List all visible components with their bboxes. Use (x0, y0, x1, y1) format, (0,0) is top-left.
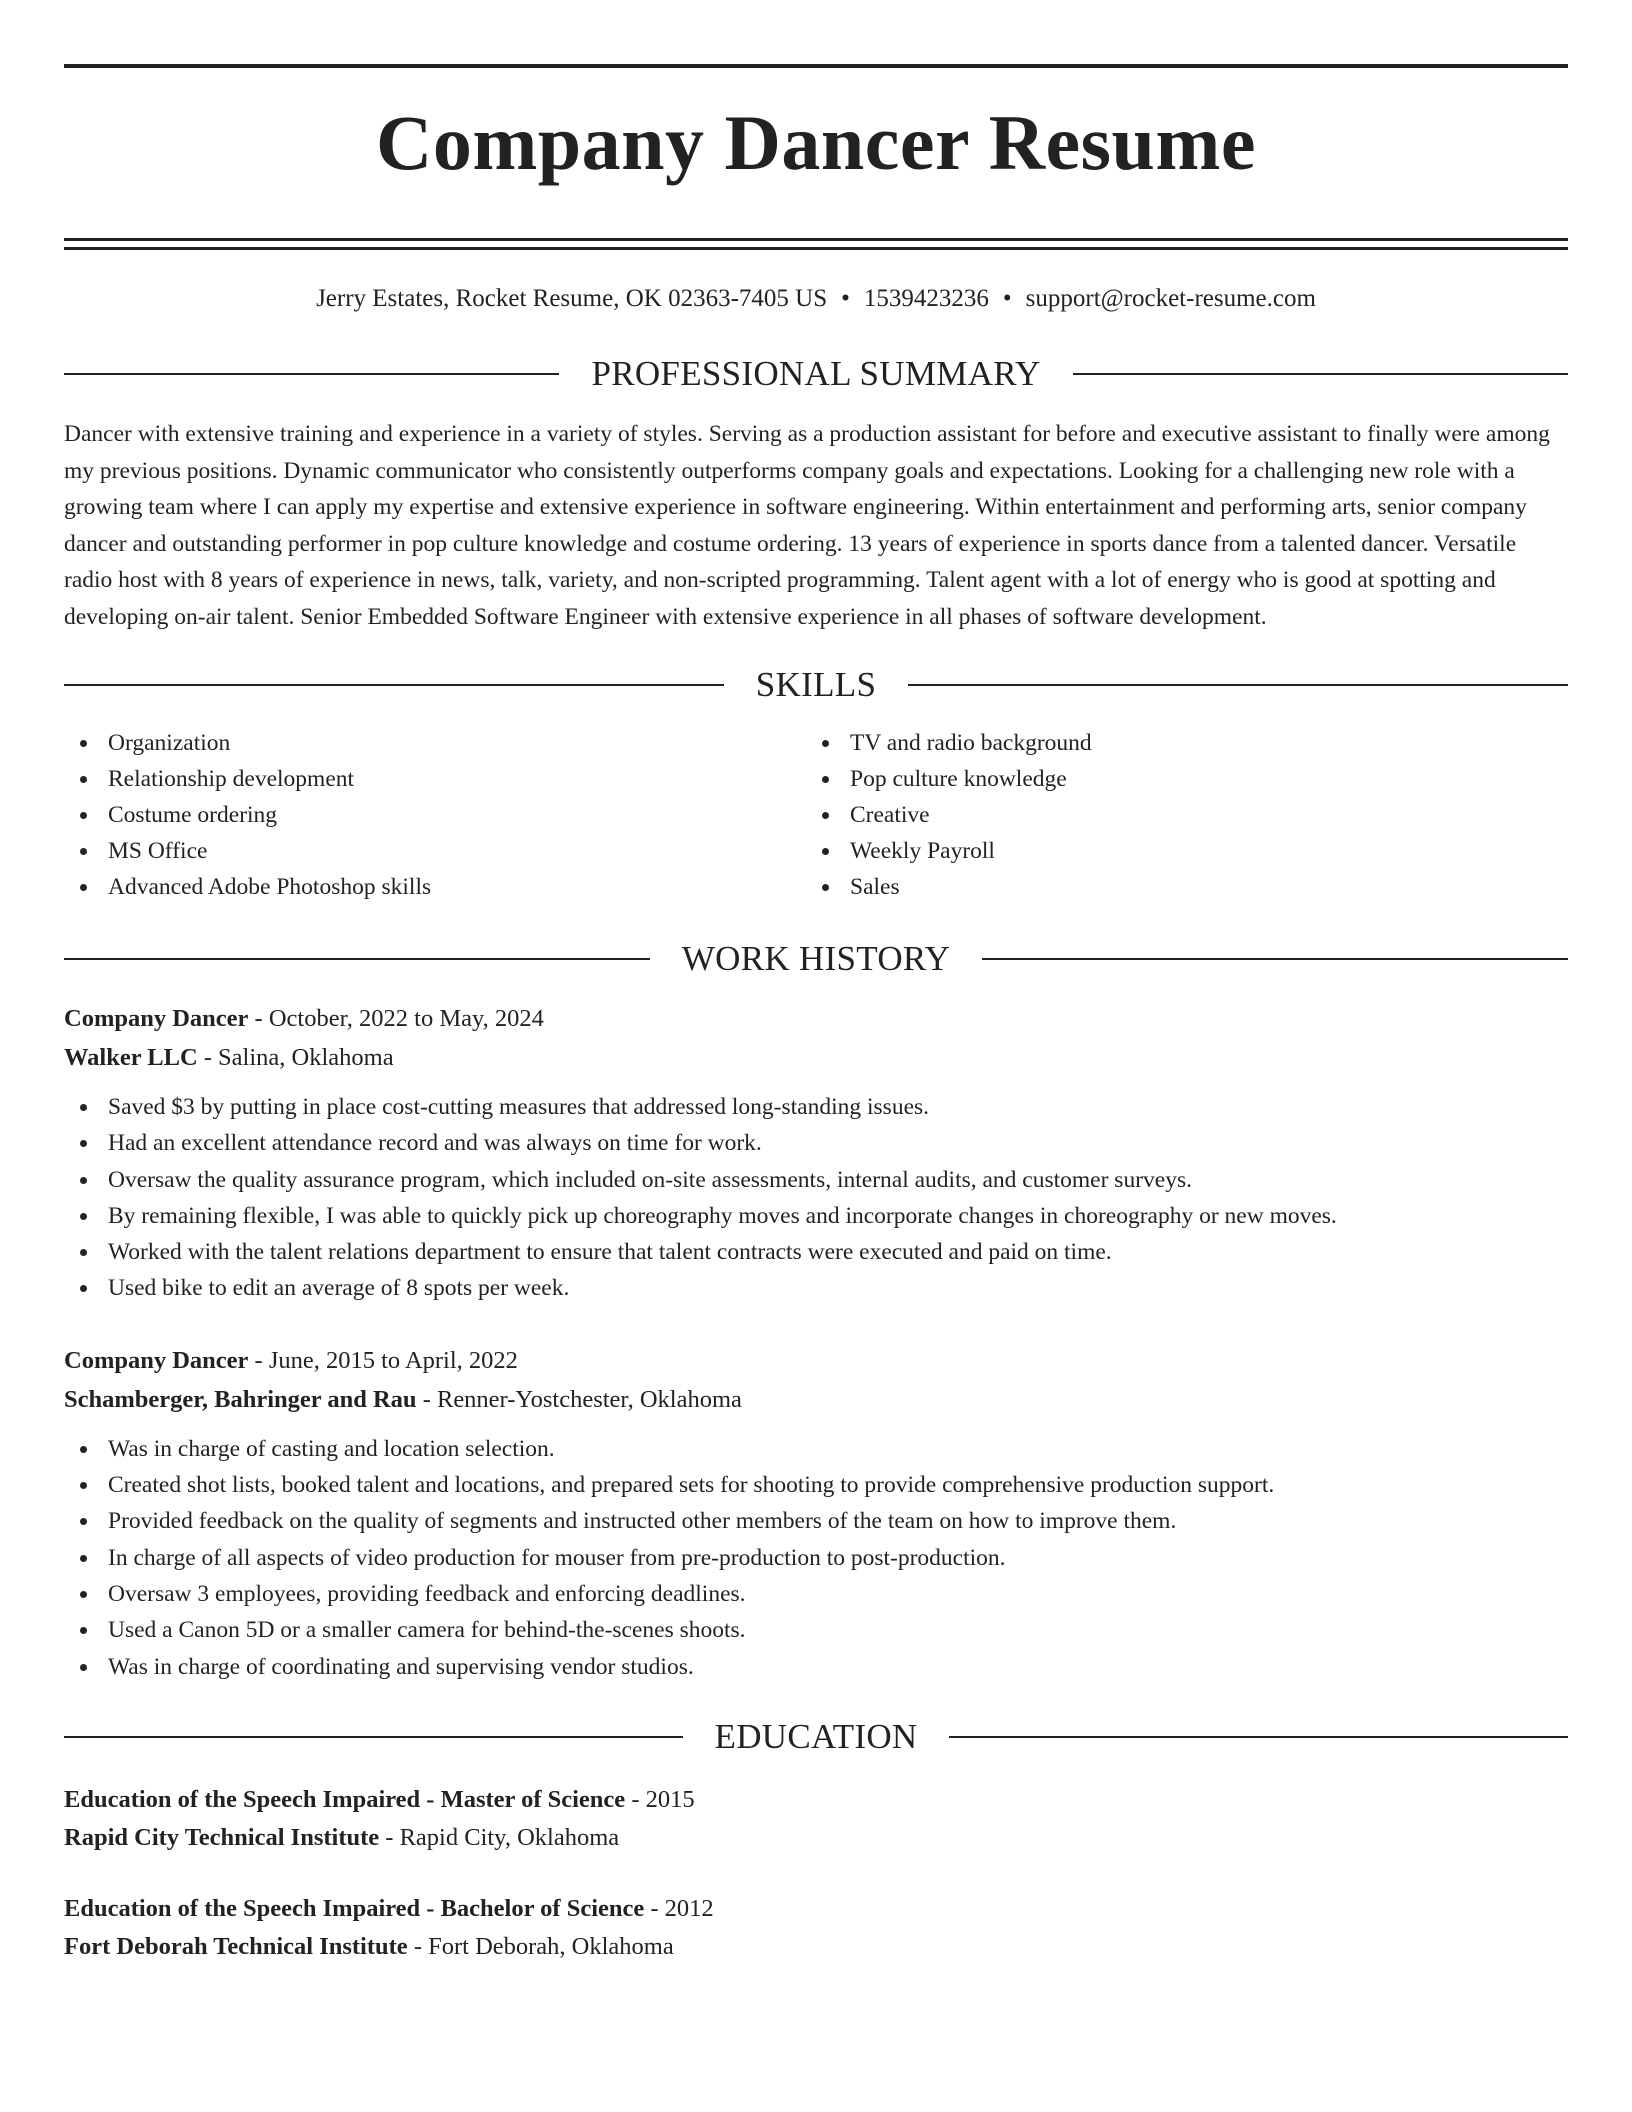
job-title: Company Dancer (64, 1346, 249, 1374)
summary-heading (64, 354, 1568, 394)
resume-title: Company Dancer Resume (375, 99, 1256, 186)
education-school-line (64, 1819, 1568, 1858)
education-location: - Fort Deborah, Oklahoma (413, 1933, 674, 1961)
job-title: Company Dancer (64, 1005, 249, 1032)
skill-item: TV and radio background (806, 725, 1548, 761)
contact-line (64, 284, 1568, 314)
heading-rule (908, 684, 1568, 686)
heading-rule (949, 1736, 1568, 1738)
job-bullet: Oversaw the quality assurance program, which included on-site assessments, internal audits, and customer surveys. (64, 1162, 1568, 1198)
summary-text: Dancer with extensive training and experience in a variety of styles. Serving as a production assistant for before and executive assistant to finally were among my previous positions. Dynamic communicator who consistently outperforms company goals and expectations. Looking for a challenging new role with a growing team where I can apply my expertise and extensive experience in software engineering. Within entertainment and performing arts, senior company dancer and outstanding performer in pop culture knowledge and costume ordering. 13 years of experience in sports dance from a talented dancer. Versatile radio host with 8 years of experience in news, talk, variety, and non-scripted programming. Talent agent with a lot of energy who is good at spotting and developing on-air talent. Senior Embedded Software Engineer with extensive experience in all phases of software development. (64, 421, 1550, 630)
education-year: - 2015 (631, 1785, 695, 1813)
job-company-line (64, 1380, 1568, 1419)
education-school-line (64, 1928, 1568, 1967)
job-bullet: Oversaw 3 employees, providing feedback and enforcing deadlines. (64, 1576, 1568, 1612)
skill-item: Relationship development (64, 761, 806, 797)
work-heading-label: WORK HISTORY (681, 939, 951, 978)
contact-separator: • (841, 285, 850, 312)
job-bullet: By remaining flexible, I was able to quickly pick up choreography moves and incorporate changes in choreography or new moves. (64, 1198, 1568, 1234)
skill-item: MS Office (64, 833, 806, 869)
education-degree-line (64, 1781, 1568, 1820)
skill-item: Costume ordering (64, 797, 806, 833)
skill-item: Weekly Payroll (806, 833, 1548, 869)
contact-email: support@rocket-resume.com (1025, 285, 1316, 312)
job-title-line (64, 1341, 1568, 1380)
education-heading-label: EDUCATION (714, 1716, 918, 1756)
job-bullets (64, 1431, 1568, 1685)
skills-heading-label: SKILLS (755, 665, 877, 704)
education-entry (64, 1781, 1568, 1858)
heading-rule (64, 684, 724, 686)
work-heading (64, 939, 1568, 979)
job-bullet: Had an excellent attendance record and was always on time for work. (64, 1125, 1568, 1161)
heading-rule (64, 958, 650, 960)
skill-item: Organization (64, 725, 806, 761)
job-company: Schamberger, Bahringer and Rau (64, 1385, 417, 1413)
job-bullet: Provided feedback on the quality of segments and instructed other members of the team on how to improve them. (64, 1503, 1568, 1539)
skill-item: Sales (806, 869, 1548, 905)
job-bullet: Worked with the talent relations department to ensure that talent contracts were executed and paid on time. (64, 1234, 1568, 1270)
job-bullet: Used bike to edit an average of 8 spots per week. (64, 1270, 1568, 1306)
education-heading (64, 1717, 1568, 1757)
resume-page (64, 64, 1568, 1967)
education-degree: Education of the Speech Impaired - Bachelor of Science (64, 1894, 645, 1922)
skills-list (64, 725, 1568, 905)
skills-column-right (806, 725, 1548, 905)
job-bullet: Was in charge of casting and location selection. (64, 1431, 1568, 1467)
job-bullets (64, 1089, 1568, 1307)
contact-phone: 1539423236 (863, 285, 989, 312)
job-bullet: In charge of all aspects of video production for mouser from pre-production to post-production. (64, 1540, 1568, 1576)
skills-heading (64, 665, 1568, 705)
job-title-line (64, 999, 1568, 1038)
job-company: Walker LLC (64, 1044, 198, 1071)
title-double-rule (64, 238, 1568, 250)
top-rule (64, 64, 1568, 68)
job-bullet: Used a Canon 5D or a smaller camera for behind-the-scenes shoots. (64, 1612, 1568, 1648)
summary-heading-label: PROFESSIONAL SUMMARY (591, 354, 1041, 393)
job-entry (64, 1341, 1568, 1685)
skill-item: Advanced Adobe Photoshop skills (64, 869, 806, 905)
job-bullet: Was in charge of coordinating and supervising vendor studios. (64, 1649, 1568, 1685)
education-degree: Education of the Speech Impaired - Master of Science (64, 1785, 626, 1813)
job-location: - Salina, Oklahoma (203, 1044, 394, 1071)
job-bullet: Saved $3 by putting in place cost-cutting measures that addressed long-standing issues. (64, 1089, 1568, 1125)
contact-address: Jerry Estates, Rocket Resume, OK 02363-7405 US (316, 285, 828, 312)
education-school: Fort Deborah Technical Institute (64, 1933, 408, 1961)
education-year: - 2012 (650, 1894, 714, 1922)
heading-rule (64, 373, 559, 375)
education-degree-line (64, 1890, 1568, 1929)
heading-rule (1073, 373, 1568, 375)
job-location: - Renner-Yostchester, Oklahoma (422, 1385, 742, 1413)
skill-item: Creative (806, 797, 1548, 833)
job-dates: - October, 2022 to May, 2024 (254, 1005, 544, 1032)
job-dates: - June, 2015 to April, 2022 (254, 1346, 518, 1374)
heading-rule (982, 958, 1568, 960)
skill-item: Pop culture knowledge (806, 761, 1548, 797)
education-school: Rapid City Technical Institute (64, 1824, 380, 1852)
heading-rule (64, 1736, 683, 1738)
contact-separator: • (1002, 285, 1012, 312)
job-bullet: Created shot lists, booked talent and locations, and prepared sets for shooting to provide comprehensive production support. (64, 1467, 1568, 1503)
job-entry (64, 999, 1568, 1307)
education-entry (64, 1890, 1568, 1967)
skills-column-left (64, 725, 806, 905)
education-location: - Rapid City, Oklahoma (385, 1824, 620, 1852)
job-company-line (64, 1038, 1568, 1077)
